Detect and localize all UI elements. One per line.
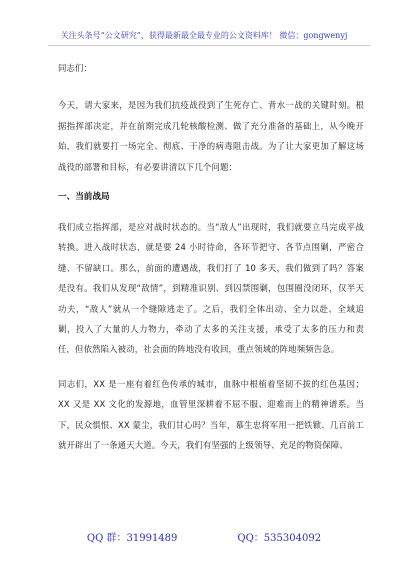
section1-paragraph-1: 我们成立指挥部，是应对战时状态的。当“敌人”出现时，我们就要立马完成平战转换。进入战时状态，就是要 24 小时待命，各环节把守、各节点围剿，严密合缝、不留缺口。那么，前面的遭遇战，我们打了 10 多天，我们做到了吗？答案是没有。我们从发现“敌情”，到精准识别、到囚禁围剿，包围圈没闭环，仅半天功夫，“敌人”就从一个缝隙逃走了。之后，我们全体出动、全力以赴、全域追剿，投入了大量的人力物力，牵动了太多的关注支援，承受了太多的压力和责任，但依然陷入被动，社会面的阵地没有收回，重点领域的阵地频频告急。 (58, 222, 364, 355)
header-banner-text: 关注头条号“公文研究”，获得最新最全最专业的公文资料库！ 微信：gongwenyj (60, 31, 348, 40)
header-banner (0, 30, 408, 41)
qq-group-2: QQ：535304092 (237, 533, 322, 544)
section1-paragraph-2: 同志们，XX 是一座有着红色传承的城市，血脉中根植着坚韧不拔的红色基因；XX 又是 XX 文化的发源地，血管里深耕着不屈不服、迎难而上的精神谱系。当下，民众惧恨、XX 蒙尘，我们甘心吗？当年，慕生忠将军用一把铁锨、几百前工就开辟出了一条通天大道。今天，我们有坚强的上级领导、充足的物资保障、 (58, 378, 364, 451)
qq-group-1: QQ 群：31991489 (86, 533, 178, 544)
intro-paragraph: 今天，请大家来，是因为我们抗疫战役到了生死存亡、背水一战的关键时刻。根据指挥部决定，并在前期完成几轮核酸检测、做了充分准备的基础上，从今晚开始，我们就要打一场完全、彻底、干净的病毒阻击战。为了让大家更加了解这场战役的部署和目标，有必要讲清以下几个问题： (58, 100, 364, 172)
document-body (58, 58, 364, 456)
section-heading-current-situation: 一、当前战局 (58, 192, 110, 203)
footer-contact (0, 532, 408, 546)
header-divider (48, 45, 370, 46)
greeting: 同志们： (58, 63, 93, 73)
